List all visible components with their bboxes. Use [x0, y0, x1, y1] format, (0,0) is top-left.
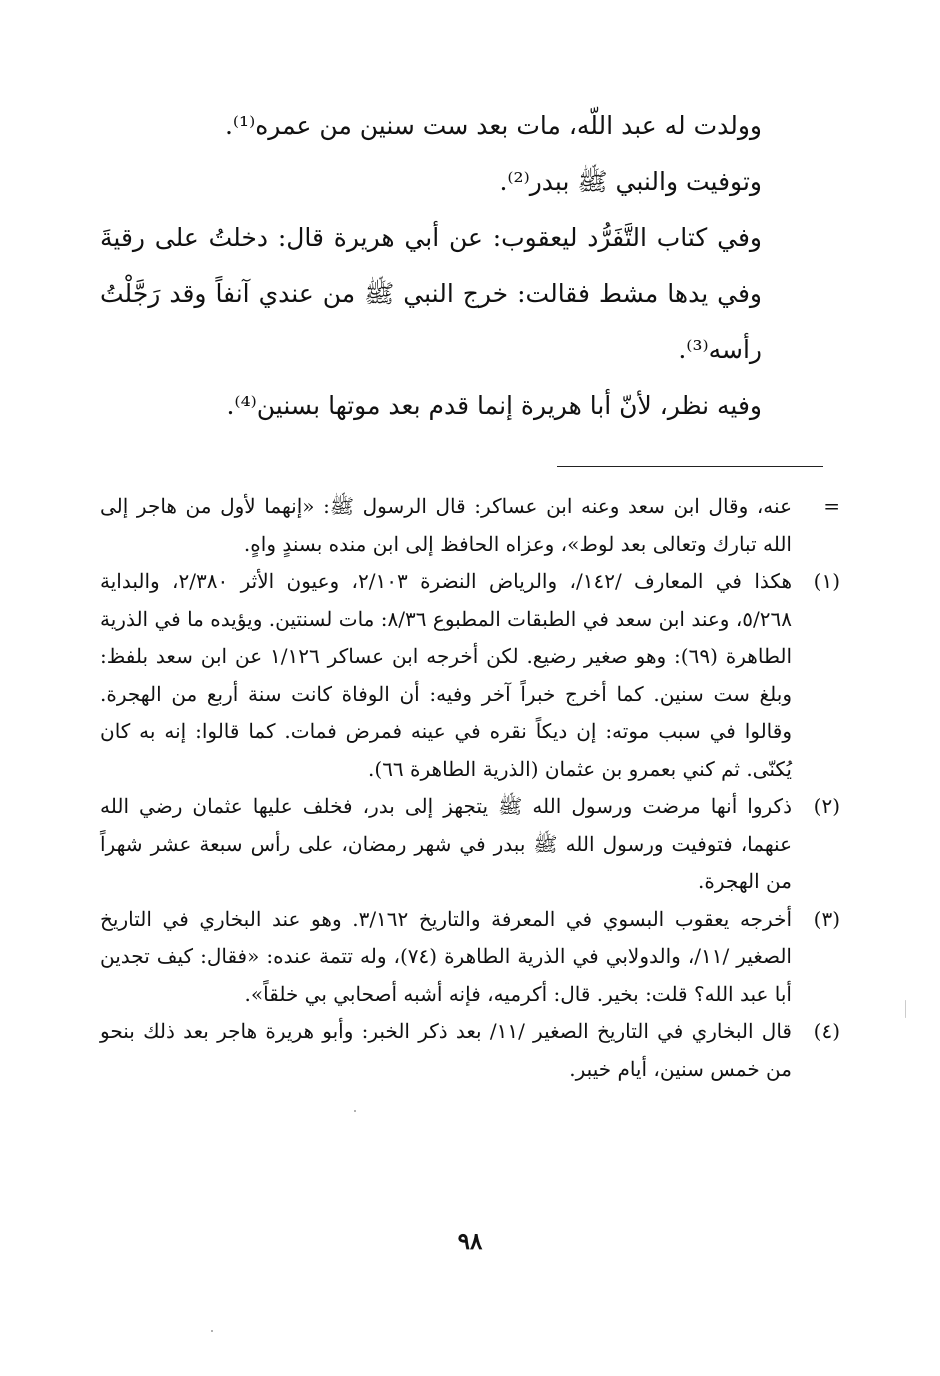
footnote-3	[100, 901, 840, 1014]
footnote-continuation-text: عنه، وقال ابن سعد وعنه ابن عساكر: قال الرسول ﷺ: «إنهما لأول من هاجر إلى الله تبارك وتعالى بعد لوط»، وعزاه الحافظ إلى ابن منده بسندٍ واهٍ.	[100, 494, 792, 556]
scan-speck	[211, 1330, 213, 1332]
scan-speck	[354, 1110, 356, 1112]
main-text	[100, 98, 820, 434]
footnote-text: ذكروا أنها مرضت ورسول الله ﷺ يتجهز إلى بدر، فخلف عليها عثمان رضي الله عنهما، فتوفيت ورسول الله ﷺ ببدر في شهر رمضان، على رأس سبعة عشر شهراً من الهجرة.	[100, 794, 792, 893]
footnote-4	[100, 1013, 840, 1088]
footnotes	[100, 488, 840, 1088]
footnote-number: (٣)	[813, 906, 840, 931]
paragraph-1: وولدت له عبد اللّه، مات بعد ست سنين من عمره⁽¹⁾.	[224, 111, 762, 140]
footnote-text: قال البخاري في التاريخ الصغير /١١/ بعد ذكر الخبر: وأبو هريرة هاجر بعد ذلك بنحو من خمس سنين، أيام خيبر.	[100, 1019, 792, 1081]
page-number: ٩٨	[457, 1228, 483, 1255]
footnote-2	[100, 788, 840, 901]
footnote-text: أخرجه يعقوب البسوي في المعرفة والتاريخ ٣/١٦٢. وهو عند البخاري في التاريخ الصغير /١١/، والدولابي في الذرية الطاهرة (٧٤)، وله تتمة عنده: «فقال: كيف تجدين أبا عبد الله؟ قلت: بخير. قال: أكرميه، فإنه أشبه أصحابي بي خلقاً».	[100, 906, 792, 1006]
paragraph-4: وفيه نظر، لأنّ أبا هريرة إنما قدم بعد موتها بسنين⁽⁴⁾.	[226, 391, 762, 420]
footnote-text: هكذا في المعارف /١٤٢/، والرياض النضرة ٢/١٠٣، وعيون الأثر ٢/٣٨٠، والبداية ٥/٢٦٨، وعند ابن سعد في الطبقات المطبوع ٨/٣٦: مات لسنتين. ويؤيده ما في الذرية الطاهرة (٦٩): وهو صغير رضيع. لكن أخرجه ابن عساكر ١/١٢٦ عن ابن سعد بلفظ: وبلغ ست سنين. كما أخرج خبراً آخر وفيه: أن الوفاة كانت سنة أربع من الهجرة. وقالوا في سبب موته: إن ديكاً نقره في عينه فمرض فمات. كما قالوا: إنه به كان يُكنّى. ثم كني بعمرو بن عثمان (الذرية الطاهرة ٦٦).	[100, 569, 793, 781]
footnote-1	[100, 563, 840, 788]
footnote-number: (٢)	[813, 794, 840, 818]
footnote-number: (٤)	[813, 1019, 840, 1043]
paragraph-2: وتوفيت والنبي ﷺ ببدر⁽²⁾.	[499, 167, 762, 196]
scan-speck	[905, 1000, 906, 1018]
continuation-mark: =	[823, 494, 840, 518]
footnote-continuation	[100, 488, 840, 563]
paragraph-3: وفي كتاب التَّفَرُّد ليعقوب: عن أبي هريرة قال: دخلتُ على رقيةَ وفي يدها مشط فقالت: خرج النبي ﷺ من عندي آنفاً وقد رَجَّلْتُ رأسه⁽³⁾.	[100, 223, 762, 364]
footnote-number: (١)	[813, 569, 840, 593]
footnote-separator	[557, 466, 823, 467]
